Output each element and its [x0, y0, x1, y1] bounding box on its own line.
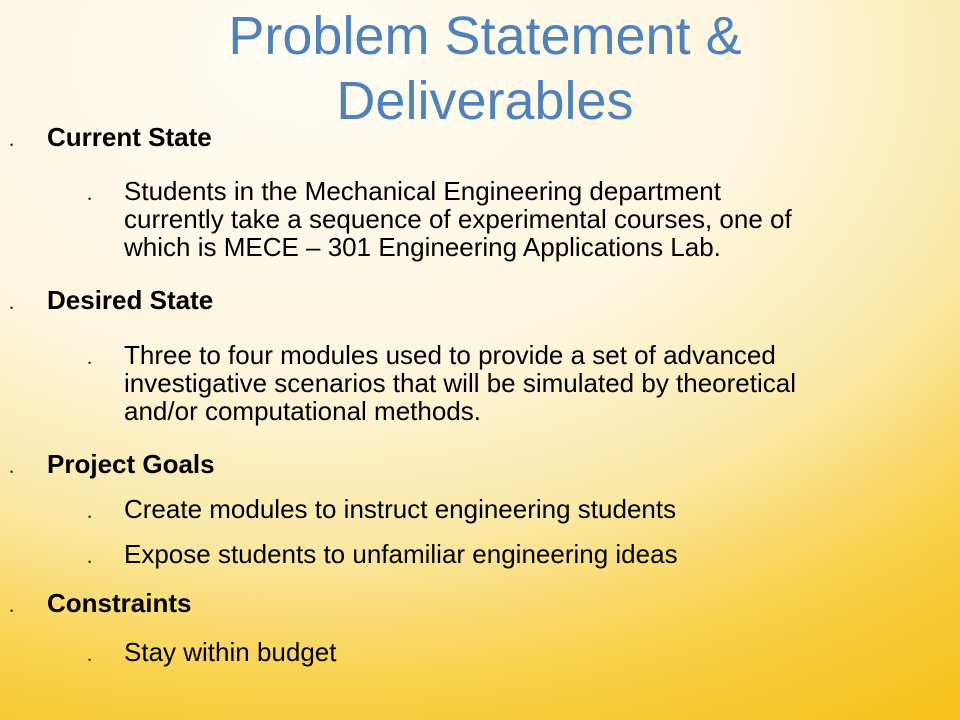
section-heading-desired-state: Desired State [47, 285, 214, 315]
section-heading-project-goals: Project Goals [47, 449, 215, 479]
list-item: Stay within budget [124, 637, 337, 667]
bullet-icon: • [10, 140, 14, 150]
list-item: Expose students to unfamiliar engineering ideas [124, 539, 678, 569]
bullet-icon: • [88, 557, 92, 567]
bullet-icon: • [10, 606, 14, 616]
bullet-icon: • [10, 303, 14, 313]
bullet-icon: • [88, 358, 92, 368]
slide-title-line-1: Problem Statement & [228, 6, 742, 66]
section-heading-constraints: Constraints [47, 588, 192, 618]
bullet-icon: • [88, 512, 92, 522]
list-item: Create modules to instruct engineering students [124, 494, 677, 524]
slide-title-line-2: Deliverables [336, 71, 634, 131]
section-heading-current-state: Current State [47, 122, 212, 152]
list-item: Three to four modules used to provide a set of advanced investigative scenarios that will be simulated by theoretical and/or computational methods. [124, 340, 797, 426]
bullet-icon: • [88, 655, 92, 665]
bullet-icon: • [10, 467, 14, 477]
bullet-icon: • [88, 194, 92, 204]
list-item: Students in the Mechanical Engineering department currently take a sequence of experimental courses, one of which is MECE – 301 Engineering Applications Lab. [124, 176, 792, 262]
